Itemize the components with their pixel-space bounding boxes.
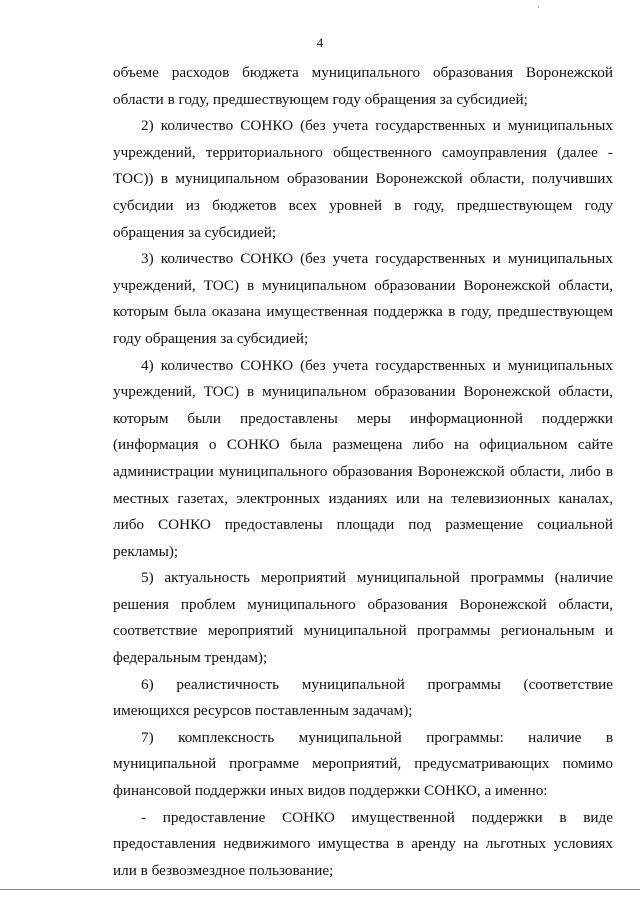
paragraph-item-6: 6) реалистичность муниципальной программы (соответствие имеющихся ресурсов поставленным задачам); bbox=[113, 675, 613, 720]
paragraph-item-5: 5) актуальность мероприятий муниципальной программы (наличие решения проблем муниципального образования Воронежской области, соответствие мероприятий муниципальной программы региональным и федеральным трендам); bbox=[113, 569, 613, 667]
document-body bbox=[113, 60, 613, 884]
paragraph-continuation: объеме расходов бюджета муниципального образования Воронежской области в году, предшествующем году обращения за субсидией; bbox=[113, 64, 613, 108]
scan-edge-line bbox=[0, 889, 640, 890]
paragraph-item-2: 2) количество СОНКО (без учета государственных и муниципальных учреждений, территориального общественного самоуправления (далее - ТОС)) в муниципальном образовании Воронежской области, получивших субсидии из бюджетов всех уровней в году, предшествующем году обращения за субсидией; bbox=[113, 117, 613, 241]
paragraph-bullet-property-support: - предоставление СОНКО имущественной поддержки в виде предоставления недвижимого имущества в аренду на льготных условиях или в безвозмездное пользование; bbox=[113, 808, 613, 879]
paragraph-item-4: 4) количество СОНКО (без учета государственных и муниципальных учреждений, ТОС) в муниципальном образовании Воронежской области, которым были предоставлены меры информационной поддержки (информация о СОНКО была размещена либо на официальном сайте администрации муниципального образования Воронежской области, либо в местных газетах, электронных изданиях или на телевизионных каналах, либо СОНКО предоставлены площади под размещение социальной рекламы); bbox=[113, 356, 613, 560]
paragraph-item-7: 7) комплексность муниципальной программы: наличие в муниципальной программе мероприятий, предусматривающих помимо финансовой поддержки иных видов поддержки СОНКО, а именно: bbox=[113, 728, 613, 800]
paragraph-item-3: 3) количество СОНКО (без учета государственных и муниципальных учреждений, ТОС) в муниципальном образовании Воронежской области, которым была оказана имущественная поддержка в году, предшествующем году обращения за субсидией; bbox=[113, 250, 613, 347]
page-number: 4 bbox=[316, 35, 324, 50]
scan-speck bbox=[538, 6, 539, 8]
